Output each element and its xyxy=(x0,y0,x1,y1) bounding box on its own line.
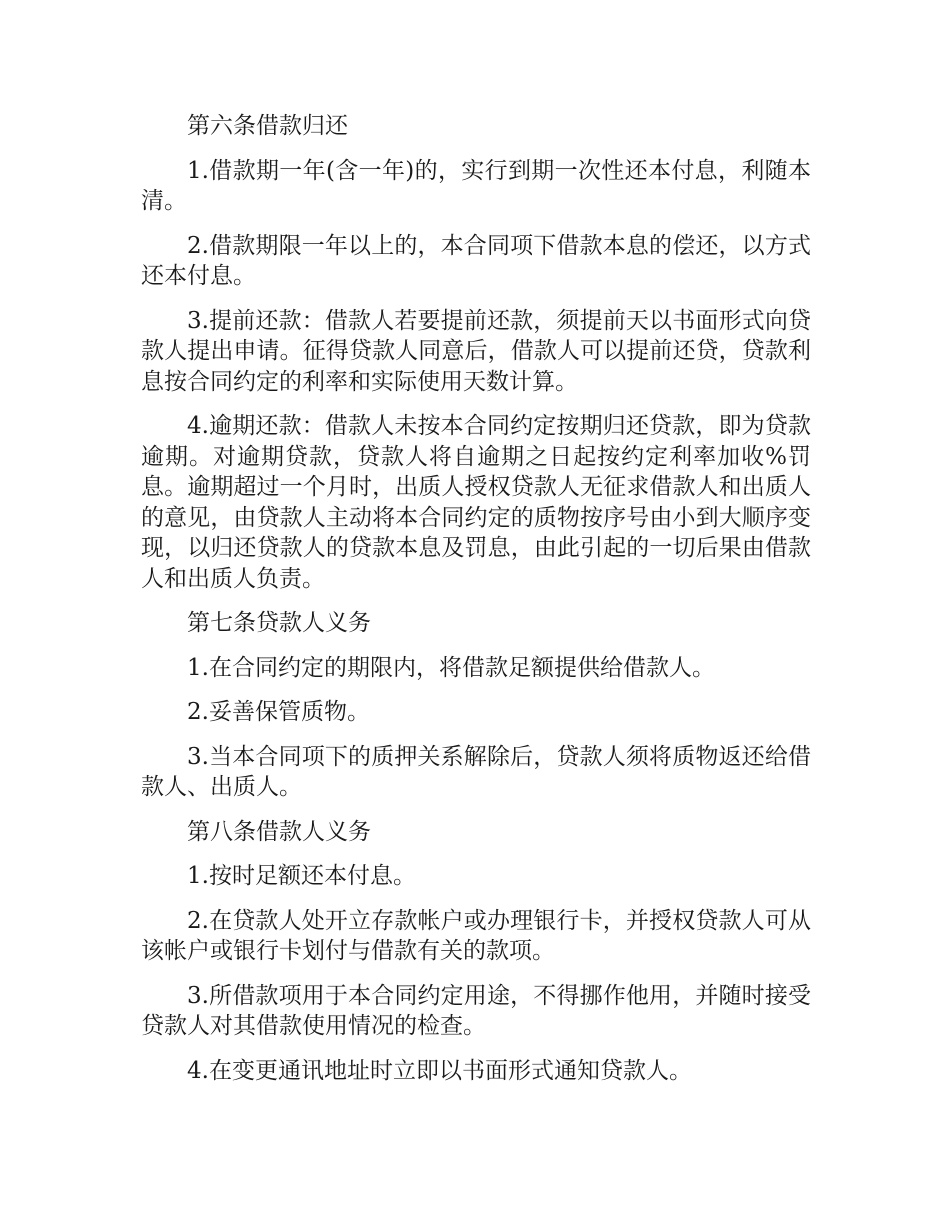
article-7-clause-2: 2.妥善保管质物。 xyxy=(187,699,370,725)
article-8-clause-3: 3.所借款项用于本合同约定用途，不得挪作他用，并随时接受贷款人对其借款使用情况的检查。 xyxy=(141,982,811,1039)
article-6-clause-2: 2.借款期限一年以上的，本合同项下借款本息的偿还，以方式还本付息。 xyxy=(141,232,811,289)
article-8-clause-2: 2.在贷款人处开立存款帐户或办理银行卡，并授权贷款人可从该帐户或银行卡划付与借款有关的款项。 xyxy=(141,907,811,964)
article-8-clause-1: 1.按时足额还本付息。 xyxy=(187,863,416,889)
document-body xyxy=(141,111,811,1100)
article-6-clause-1: 1.借款期一年(含一年)的，实行到期一次性还本付息，利随本清。 xyxy=(141,157,811,214)
article-6-clause-4: 4.逾期还款：借款人未按本合同约定按期归还贷款，即为贷款逾期。对逾期贷款，贷款人将自逾期之日起按约定利率加收%罚息。逾期超过一个月时，出质人授权贷款人无征求借款人和出质人的意见，由贷款人主动将本合同约定的质物按序号由小到大顺序变现，以归还贷款人的贷款本息及罚息，由此引起的一切后果由借款人和出质人负责。 xyxy=(141,413,811,592)
article-8-heading: 第八条借款人义务 xyxy=(187,818,371,845)
article-6-clause-3: 3.提前还款：借款人若要提前还款，须提前天以书面形式向贷款人提出申请。征得贷款人同意后，借款人可以提前还贷，贷款利息按合同约定的利率和实际使用天数计算。 xyxy=(141,307,811,395)
article-7-clause-3: 3.当本合同项下的质押关系解除后，贷款人须将质物返还给借款人、出质人。 xyxy=(141,743,811,800)
article-6-heading: 第六条借款归还 xyxy=(187,113,348,139)
article-7-clause-1: 1.在合同约定的期限内，将借款足额提供给借款人。 xyxy=(187,654,715,681)
article-8-clause-4: 4.在变更通讯地址时立即以书面形式通知贷款人。 xyxy=(187,1057,692,1084)
article-7-heading: 第七条贷款人义务 xyxy=(187,610,371,636)
